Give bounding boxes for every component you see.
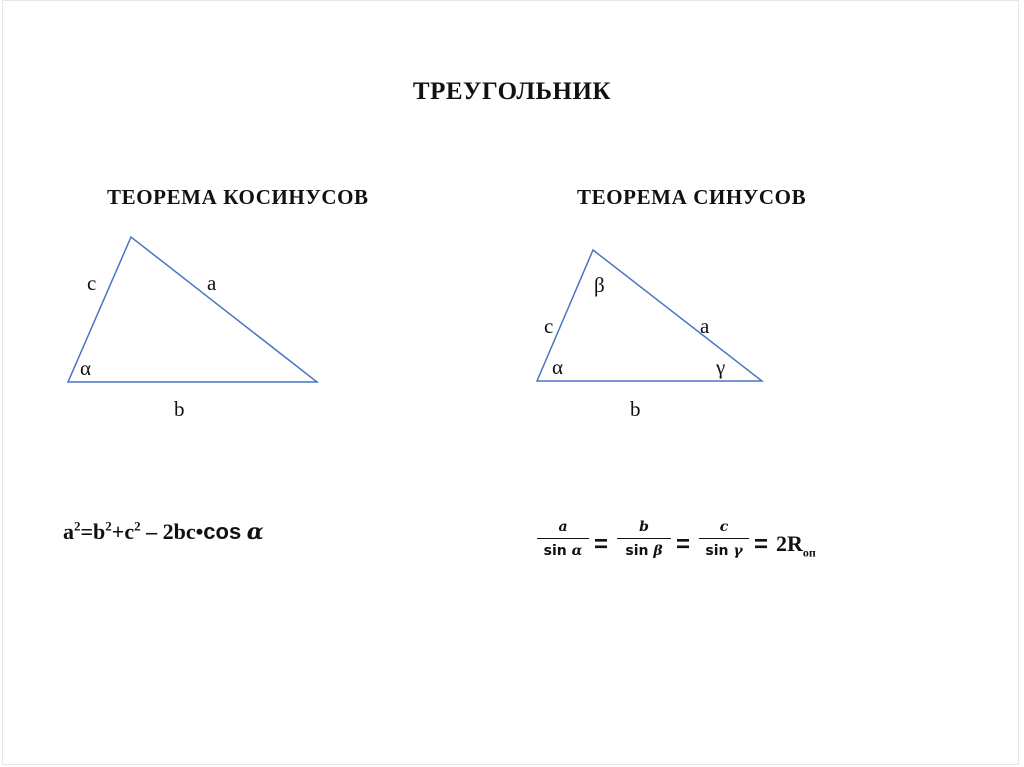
equals-sign-3: = xyxy=(754,531,769,558)
sine-label-c: c xyxy=(544,314,554,338)
cosine-label-b: b xyxy=(174,397,185,421)
sine-fraction-c: c sin γ xyxy=(699,517,749,560)
cosine-label-alpha: α xyxy=(80,356,92,380)
cosine-label-a: a xyxy=(207,271,217,295)
cosine-triangle xyxy=(68,237,317,382)
equals-sign-1: = xyxy=(594,531,609,558)
sine-fraction-b: b sin β xyxy=(617,517,671,560)
sine-fraction-a: a sin α xyxy=(537,517,589,560)
sine-label-b: b xyxy=(630,397,641,421)
cosine-label-c: c xyxy=(87,271,97,295)
sine-label-alpha: α xyxy=(552,355,564,379)
sine-label-beta: β xyxy=(594,273,605,297)
sine-label-a: a xyxy=(700,314,710,338)
sine-triangle xyxy=(537,250,762,381)
circumradius-term: $2R_{оп}$ xyxy=(776,531,816,560)
sine-label-gamma: γ xyxy=(716,355,726,379)
cosine-formula: $a^2=b^2+c^2$ – 2bc•cos α xyxy=(63,518,264,545)
equals-sign-2: = xyxy=(676,531,691,558)
page-title: ТРЕУГОЛЬНИК xyxy=(412,78,612,105)
sine-heading: ТЕОРЕМА СИНУСОВ xyxy=(577,185,807,209)
cosine-heading: ТЕОРЕМА КОСИНУСОВ xyxy=(107,185,369,209)
